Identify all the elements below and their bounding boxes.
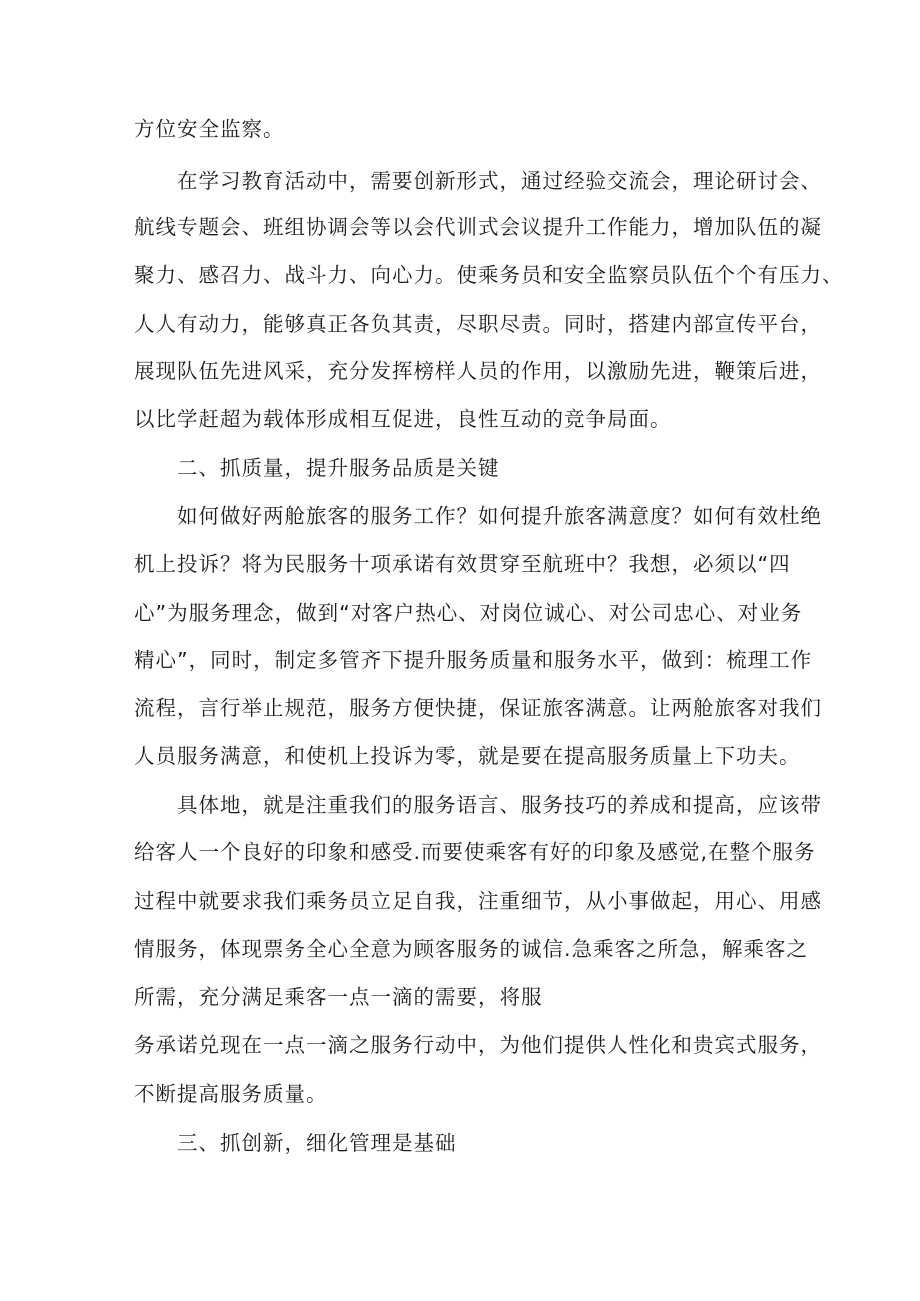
text-line: 人员服务满意，和使机上投诉为零，就是要在提高服务质量上下功夫。 bbox=[134, 744, 801, 768]
paragraph-first-line: 具体地，就是注重我们的服务语言、服务技巧的养成和提高，应该带 bbox=[177, 793, 822, 817]
text-line: 不断提高服务质量。 bbox=[134, 1082, 328, 1106]
text-line: 流程，言行举止规范，服务方便快捷，保证旅客满意。让两舱旅客对我们 bbox=[134, 696, 822, 720]
text-line: 精心”，同时，制定多管齐下提升服务质量和服务水平，做到：梳理工作 bbox=[134, 648, 813, 672]
text-line: 务承诺兑现在一点一滴之服务行动中，为他们提供人性化和贵宾式服务， bbox=[134, 1033, 822, 1057]
text-line: 情服务，体现票务全心全意为顾客服务的诚信.急乘客之所急，解乘客之 bbox=[134, 937, 809, 961]
paragraph-first-line: 如何做好两舱旅客的服务工作？如何提升旅客满意度？如何有效杜绝 bbox=[177, 504, 822, 528]
text-line: 聚力、感召力、战斗力、向心力。使乘务员和安全监察员队伍个个有压力、 bbox=[134, 263, 844, 287]
text-line: 展现队伍先进风采，充分发挥榜样人员的作用，以激励先进，鞭策后进， bbox=[134, 359, 822, 383]
text-line: 过程中就要求我们乘务员立足自我，注重细节，从小事做起，用心、用感 bbox=[134, 889, 822, 913]
text-line: 机上投诉？将为民服务十项承诺有效贯穿至航班中？我想，必须以“四 bbox=[134, 552, 791, 576]
text-line: 以比学赶超为载体形成相互促进，良性互动的竞争局面。 bbox=[134, 407, 672, 431]
text-line: 航线专题会、班组协调会等以会代训式会议提升工作能力，增加队伍的凝 bbox=[134, 215, 822, 239]
text-line: 所需，充分满足乘客一点一滴的需要，将服 bbox=[134, 985, 543, 1009]
section-heading: 三、抓创新，细化管理是基础 bbox=[177, 1131, 457, 1155]
text-line: 人人有动力，能够真正各负其责，尽职尽责。同时，搭建内部宣传平台， bbox=[134, 312, 822, 336]
text-line: 给客人一个良好的印象和感受.而要使乘客有好的印象及感觉,在整个服务 bbox=[134, 840, 816, 864]
section-heading: 二、抓质量，提升服务品质是关键 bbox=[177, 456, 500, 480]
text-line: 方位安全监察。 bbox=[134, 117, 285, 141]
paragraph-first-line: 在学习教育活动中，需要创新形式，通过经验交流会，理论研讨会、 bbox=[177, 169, 822, 193]
text-line: 心”为服务理念，做到“对客户热心、对岗位诚心、对公司忠心、对业务 bbox=[134, 601, 803, 625]
